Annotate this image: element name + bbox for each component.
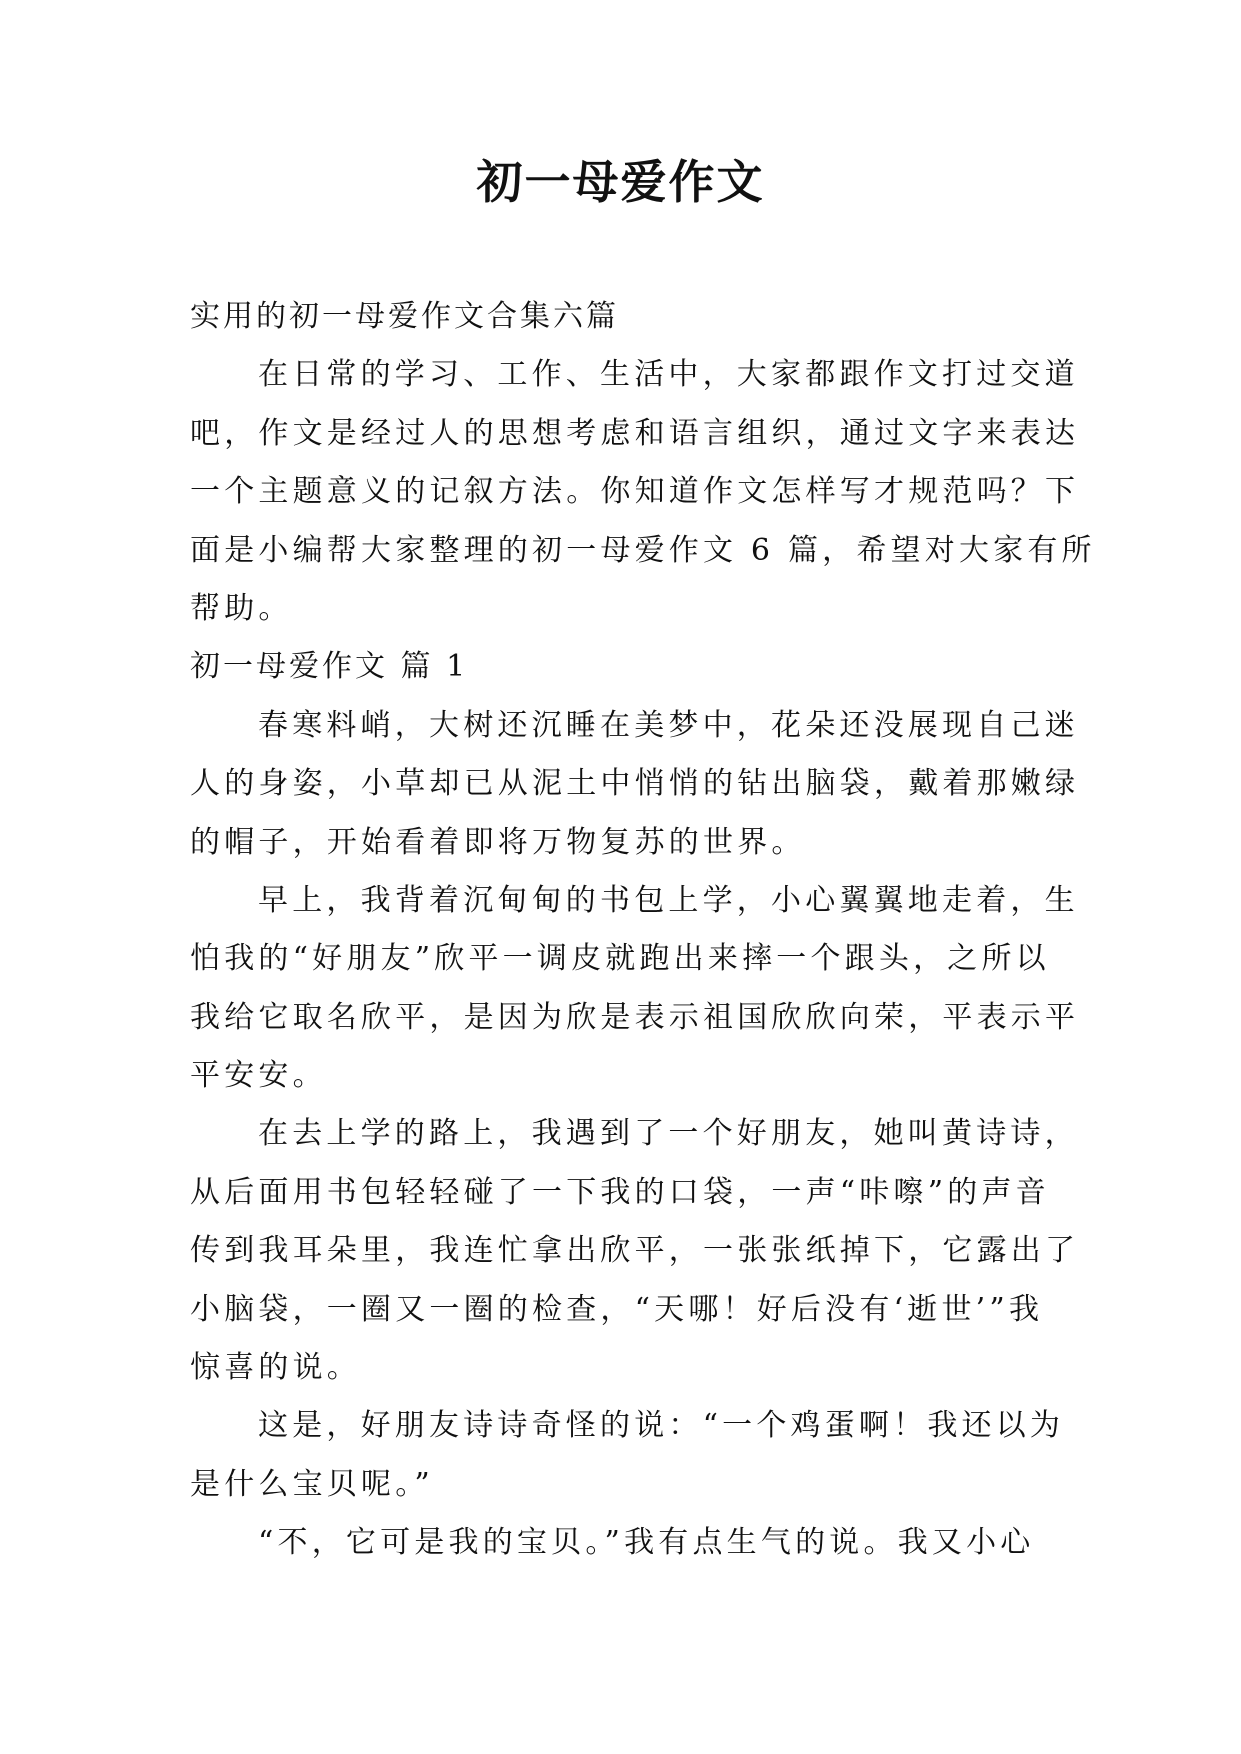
paragraph-line: 的帽子，开始看着即将万物复苏的世界。 [190,824,806,860]
section-heading: 实用的初一母爱作文合集六篇 [190,299,619,334]
paragraph-line: 这是，好朋友诗诗奇怪的说：“一个鸡蛋啊！我还以为 [258,1408,1065,1444]
paragraph-line: 我给它取名欣平，是因为欣是表示祖国欣欣向荣，平表示平 [190,999,1080,1035]
document-title: 初一母爱作文 [476,155,765,209]
paragraph-line: 是什么宝贝呢。” [190,1466,434,1502]
paragraph-line: 惊喜的说。 [190,1350,361,1386]
paragraph-line: 吧，作文是经过人的思想考虑和语言组织，通过文字来表达 [190,415,1080,451]
paragraph-line: 人的身姿，小草却已从泥土中悄悄的钻出脑袋，戴着那嫩绿 [190,766,1080,802]
paragraph-line: “不，它可是我的宝贝。”我有点生气的说。我又小心 [258,1525,1035,1561]
paragraph-line: 在去上学的路上，我遇到了一个好朋友，她叫黄诗诗， [258,1116,1079,1152]
paragraph-line: 一个主题意义的记叙方法。你知道作文怎样写才规范吗？下 [190,474,1080,510]
paragraph-line: 早上，我背着沉甸甸的书包上学，小心翼翼地走着，生 [258,882,1079,918]
paragraph-line: 从后面用书包轻轻碰了一下我的口袋，一声“咔嚓”的声音 [190,1174,1050,1210]
paragraph-line: 在日常的学习、工作、生活中，大家都跟作文打过交道 [258,357,1079,393]
paragraph-line: 怕我的“好朋友”欣平一调皮就跑出来摔一个跟头，之所以 [190,941,1050,977]
paragraph-line: 小脑袋，一圈又一圈的检查，“天哪！好后没有‘逝世’”我 [190,1291,1044,1327]
paragraph-line: 春寒料峭，大树还沉睡在美梦中，花朵还没展现自己迷 [258,707,1079,743]
paragraph-line: 面是小编帮大家整理的初一母爱作文 6 篇，希望对大家有所 [190,532,1096,568]
section-heading: 初一母爱作文 篇 1 [190,649,469,685]
paragraph-line: 帮助。 [190,590,293,626]
paragraph-line: 平安安。 [190,1058,327,1094]
paragraph-line: 传到我耳朵里，我连忙拿出欣平，一张张纸掉下，它露出了 [190,1233,1080,1269]
document-body [190,288,1096,1573]
